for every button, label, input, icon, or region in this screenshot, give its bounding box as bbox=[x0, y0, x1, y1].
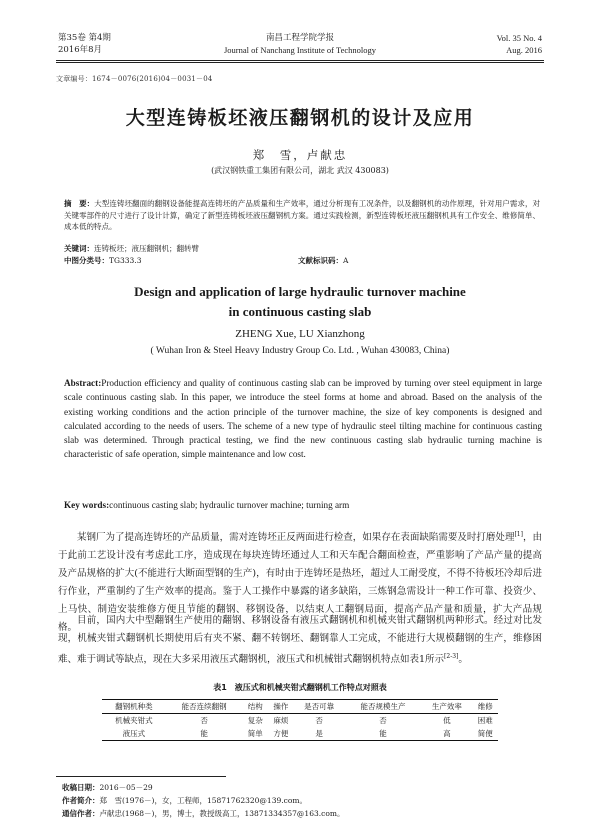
journal-name-en: Journal of Nanchang Institute of Technology bbox=[224, 45, 376, 55]
keywords-cn bbox=[64, 243, 199, 254]
clc-number bbox=[64, 255, 141, 266]
title-en-line2: in continuous casting slab bbox=[228, 304, 372, 319]
keywords-en bbox=[64, 500, 349, 510]
corresponding-label: 通信作者： bbox=[62, 809, 100, 818]
title-en-line1: Design and application of large hydraulic turnover machine bbox=[134, 284, 466, 299]
volume-issue-cn: 第35卷 第4期 bbox=[58, 33, 111, 43]
table-header-cell: 维修 bbox=[477, 702, 493, 711]
date-cn: 2016年8月 bbox=[58, 45, 103, 55]
abstract-en-text: Production efficiency and quality of continuous casting slab can be improved by turning over steel equipment in large scale continuous casting slab. In this paper, we introduce the steel forms at home and abroad. Based on the analysis of the existing working conditions and the action principle of the turnover machine, the size of key components is designed and calculated according to the needs of users. The scheme of a new type of hydraulic steel tilting machine for continuous casting slab was determined. Through practical testing, we find the new continuous casting slab hydraulic turning machine is characteristic of safe operation, simple maintenance and low cost. bbox=[64, 378, 542, 460]
abstract-cn bbox=[64, 198, 540, 233]
citation-ref-2-3: [2-3] bbox=[444, 653, 459, 660]
corresponding-author: 卢献忠(1968－)，男，博士，教授级高工，13871334357@163.com。 bbox=[99, 809, 345, 818]
table-cell: 能 bbox=[379, 729, 387, 738]
affiliation-en: ( Wuhan Iron & Steel Heavy Industry Group Co. Ltd. , Wuhan 430083, China) bbox=[150, 346, 450, 356]
table-cell: 否 bbox=[379, 716, 387, 725]
body-p1-part-a: 某钢厂为了提高连铸坯的产品质量，需对连铸坯正反两面进行检查，如果存在表面缺陷需要及时打磨处理 bbox=[77, 532, 515, 544]
table-1-caption: 表1 液压式和机械夹钳式翻钢机工作特点对照表 bbox=[213, 683, 387, 692]
date-en: Aug. 2016 bbox=[506, 45, 542, 55]
authors-en: ZHENG Xue, LU Xianzhong bbox=[235, 328, 365, 340]
table-header-cell: 操作 bbox=[273, 702, 289, 711]
keywords-cn-text: 连铸板坯；液压翻钢机；翻转臂 bbox=[94, 244, 199, 253]
table-1 bbox=[102, 699, 498, 741]
table-cell: 能 bbox=[200, 729, 208, 738]
title-en bbox=[0, 282, 600, 322]
table-header-row bbox=[102, 700, 498, 714]
journal-name-cn: 南昌工程学院学报 bbox=[265, 33, 334, 43]
abstract-en-label: Abstract: bbox=[64, 378, 102, 388]
table-header-cell: 结构 bbox=[247, 702, 263, 711]
authors-cn: 郑 雪，卢献忠 bbox=[252, 148, 348, 162]
abstract-cn-label: 摘 要： bbox=[64, 199, 95, 208]
table-cell: 是 bbox=[315, 729, 323, 738]
affiliation-cn: (武汉钢铁重工集团有限公司，湖北 武汉 430083) bbox=[211, 166, 389, 175]
header-rule-bottom bbox=[56, 62, 544, 63]
table-cell: 困难 bbox=[477, 716, 493, 725]
body-p2-part-b: 。 bbox=[458, 654, 468, 666]
volume-issue-en: Vol. 35 No. 4 bbox=[496, 33, 542, 43]
footnote-received bbox=[62, 782, 153, 794]
table-cell: 机械夹钳式 bbox=[115, 716, 153, 725]
document-code-value: A bbox=[343, 256, 349, 265]
author-bio: 郑 雪(1976－)，女，工程师，15871762320@139.com。 bbox=[99, 796, 307, 805]
table-cell: 否 bbox=[200, 716, 208, 725]
table-header-cell: 能否规模生产 bbox=[360, 702, 406, 711]
body-p1-part-b: ，由于此前工艺设计没有考虑此工序，造成现在每块连铸坯通过人工和天车配合翻面检查，严重影响了产品产量的提高及产品规格的扩大(不能进行大断面型钢的生产)，有时由于连铸坯是热坯，超过人工耐受度，不得不待板坯冷却后进行作业，严重制约了生产效率的提高。鉴于人工操作中暴露的诸多缺陷，三炼钢急需设计一种工作可靠、投资少、上马快、制造安装维修方便且节能的翻钢、移钢设备，以结束人工翻钢局面，提高产品产量和质量，扩大产品规格。 bbox=[58, 532, 542, 634]
header-rule-top bbox=[56, 60, 544, 61]
table-cell: 否 bbox=[315, 716, 323, 725]
author-bio-label: 作者简介： bbox=[62, 796, 100, 805]
table-cell: 液压式 bbox=[122, 729, 146, 738]
citation-ref-1: [1] bbox=[514, 531, 523, 538]
abstract-en bbox=[64, 376, 542, 462]
table-cell: 方便 bbox=[273, 729, 289, 738]
document-code bbox=[298, 255, 348, 266]
abstract-cn-text: 大型连铸坯翻面的翻钢设备能提高连铸坯的产品质量和生产效率，通过分析现有工况条件，以及翻钢机的动作原理，针对用户需求，对关键零部件的尺寸进行了设计计算，确定了新型连铸板坯液压翻钢机方案。通过实践检测，新型连铸板坯液压翻钢机具有工作安全、维修简单、成本低的特点。 bbox=[64, 199, 541, 231]
received-label: 收稿日期： bbox=[62, 783, 100, 792]
table-cell: 低 bbox=[443, 716, 451, 725]
clc-value: TG333.3 bbox=[109, 256, 142, 265]
keywords-en-text: continuous casting slab; hydraulic turnover machine; turning arm bbox=[109, 500, 350, 510]
table-header-cell: 生产效率 bbox=[431, 702, 462, 711]
title-cn: 大型连铸板坯液压翻钢机的设计及应用 bbox=[125, 107, 475, 129]
footnote-rule bbox=[56, 776, 226, 777]
article-number: 文章编号：1674－0076(2016)04－0031－04 bbox=[56, 75, 213, 83]
table-cell: 简单 bbox=[247, 729, 263, 738]
table-cell: 简便 bbox=[477, 729, 493, 738]
clc-label: 中图分类号： bbox=[64, 256, 109, 265]
table-cell: 麻烦 bbox=[273, 716, 289, 725]
body-p2-part-a: 目前，国内大中型翻钢生产使用的翻钢、移钢设备有液压式翻钢机和机械夹钳式翻钢机两种形式。经过对比发现，机械夹钳式翻钢机长期使用后有夹不紧、翻不转钢坯、翻钢靠人工完成，不能进行大规模翻钢的生产，维修困难、难于调试等缺点，现在大多采用液压式翻钢机，液压式和机械钳式翻钢机特点如表1所示 bbox=[58, 615, 542, 666]
table-cell: 复杂 bbox=[247, 716, 263, 725]
body-paragraph-2 bbox=[58, 612, 542, 669]
keywords-en-label: Key words: bbox=[64, 500, 110, 510]
footnote-corresponding bbox=[62, 808, 344, 820]
table-header-cell: 能否连续翻钢 bbox=[181, 702, 227, 711]
table-cell: 高 bbox=[443, 729, 451, 738]
table-header-cell: 翻钢机种类 bbox=[115, 702, 153, 711]
table-header-cell: 是否可靠 bbox=[304, 702, 335, 711]
table-row bbox=[102, 727, 498, 741]
received-date: 2016－05－29 bbox=[99, 783, 153, 792]
document-code-label: 文献标识码： bbox=[298, 256, 343, 265]
header-volume-en bbox=[497, 32, 542, 56]
keywords-cn-label: 关键词： bbox=[64, 244, 94, 253]
table-row bbox=[102, 714, 498, 728]
footnote-author-bio bbox=[62, 795, 307, 807]
